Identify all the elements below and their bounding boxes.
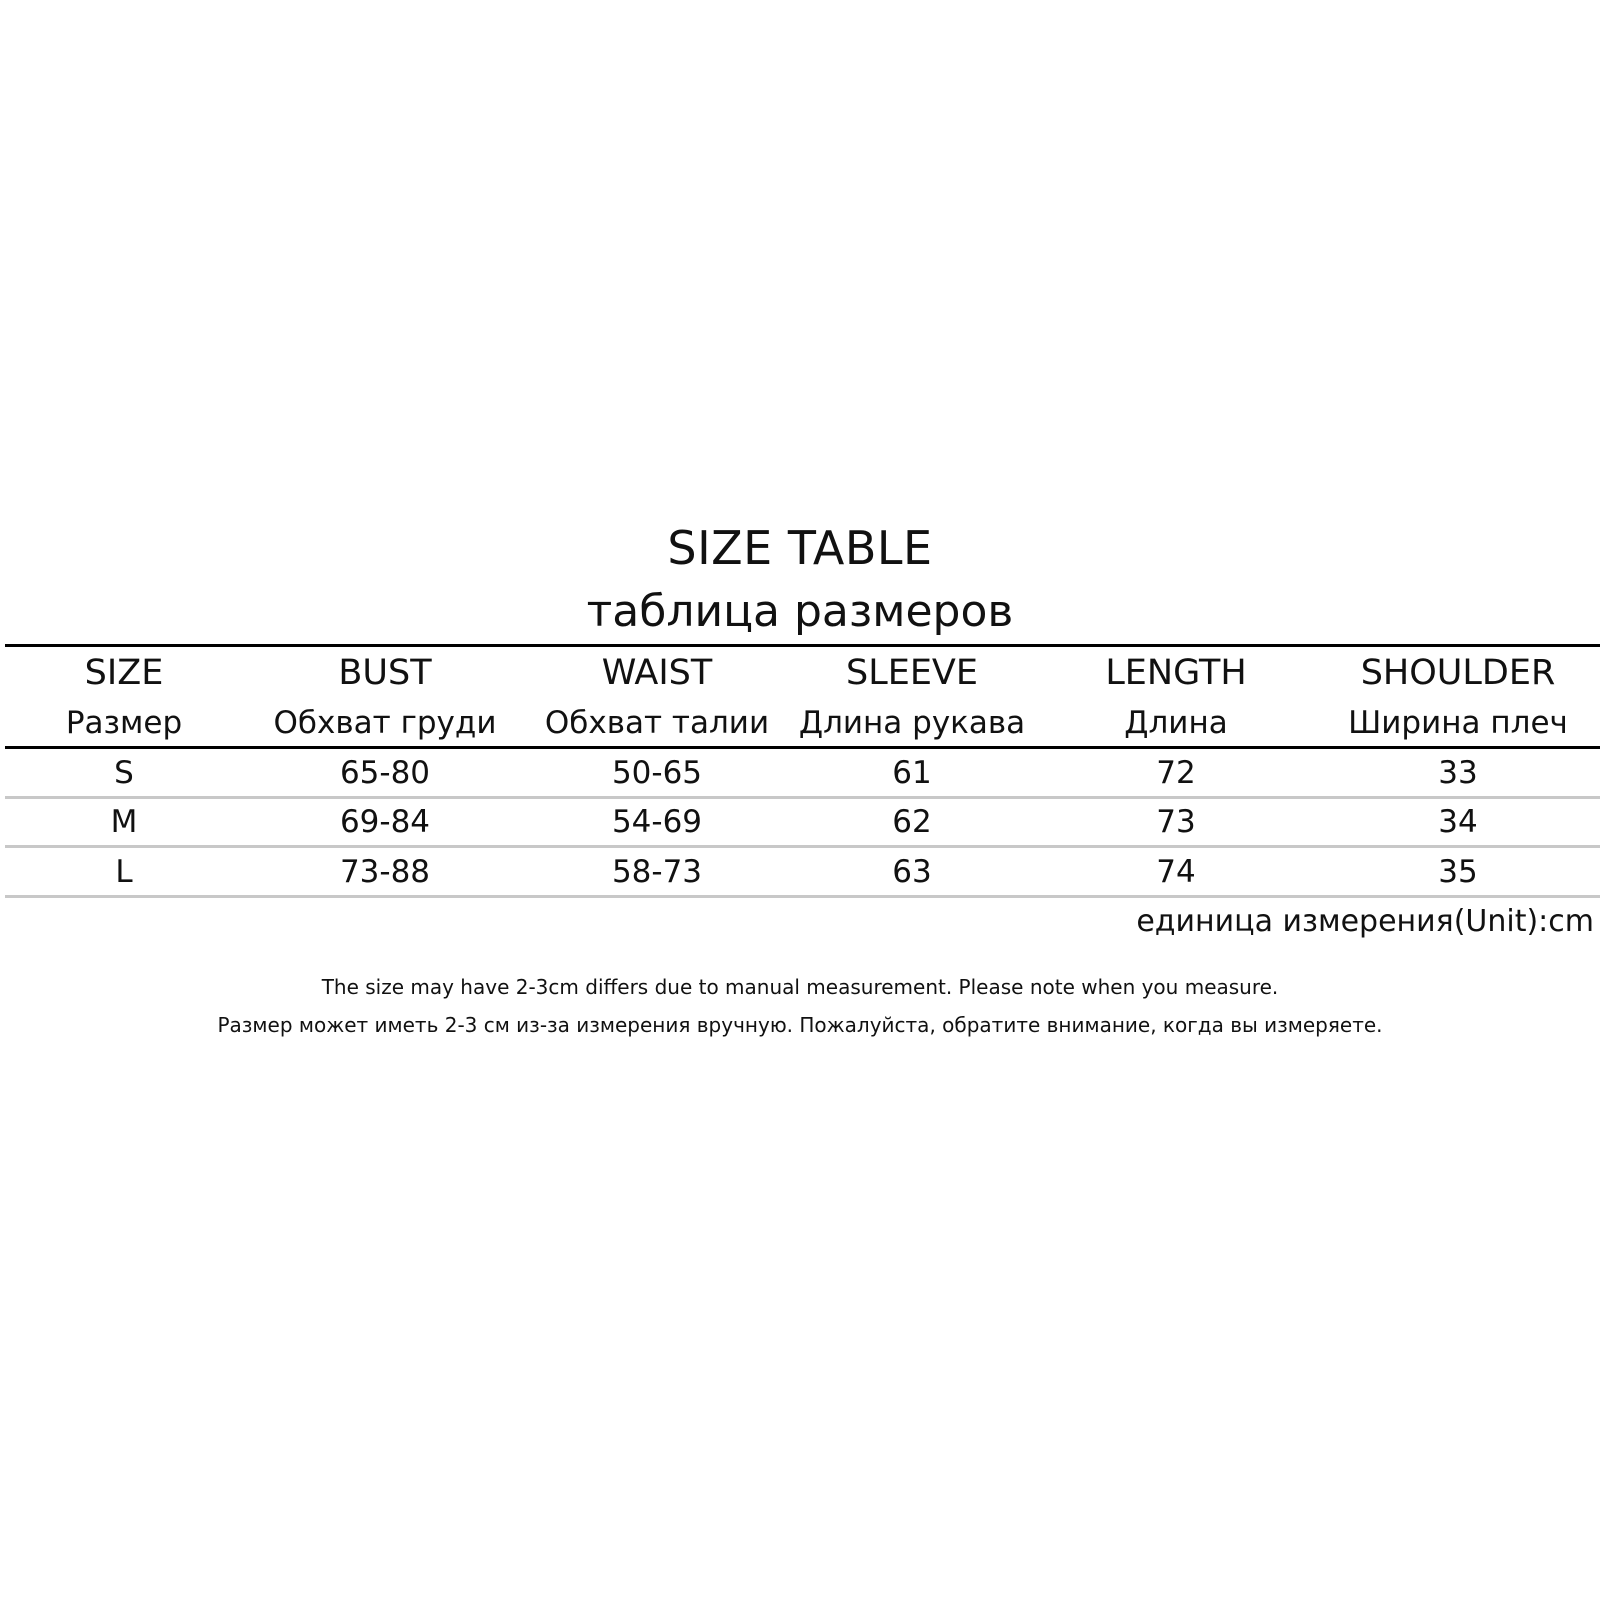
table-row-s [0, 752, 1600, 794]
header-size-ru: Размер [65, 705, 183, 741]
cell-length: 72 [1156, 755, 1196, 791]
header-waist-ru: Обхват талии [544, 705, 770, 741]
table-bottom-rule [5, 895, 1600, 898]
title-english: SIZE TABLE [667, 521, 933, 575]
cell-length: 74 [1156, 854, 1196, 890]
cell-sleeve: 63 [892, 854, 932, 890]
table-top-rule [5, 644, 1600, 647]
table-row-l [0, 851, 1600, 893]
cell-bust: 69-84 [339, 804, 431, 840]
note-english: The size may have 2-3cm differs due to manual measurement. Please note when you measure. [321, 975, 1279, 999]
header-waist-en: WAIST [601, 653, 713, 693]
header-sleeve-ru: Длина рукава [798, 705, 1026, 741]
cell-waist: 54-69 [611, 804, 703, 840]
cell-size: L [115, 854, 133, 890]
header-bust-ru: Обхват груди [273, 705, 497, 741]
title-russian: таблица размеров [586, 586, 1014, 637]
header-size-en: SIZE [84, 653, 164, 693]
row-divider [5, 845, 1600, 848]
cell-sleeve: 61 [892, 755, 932, 791]
cell-shoulder: 34 [1438, 804, 1478, 840]
header-bust-en: BUST [338, 653, 432, 693]
cell-bust: 65-80 [339, 755, 431, 791]
cell-waist: 58-73 [611, 854, 703, 890]
row-divider [5, 796, 1600, 799]
cell-shoulder: 33 [1438, 755, 1478, 791]
cell-size: S [114, 755, 134, 791]
cell-bust: 73-88 [339, 854, 431, 890]
cell-length: 73 [1156, 804, 1196, 840]
header-sleeve-en: SLEEVE [845, 653, 979, 693]
header-length-en: LENGTH [1105, 653, 1247, 693]
unit-label: единица измерения(Unit):cm [1136, 904, 1594, 939]
cell-sleeve: 62 [892, 804, 932, 840]
header-bottom-rule [5, 746, 1600, 749]
cell-size: M [110, 804, 138, 840]
header-row-russian [0, 702, 1600, 744]
header-row-english [0, 652, 1600, 694]
note-russian: Размер может иметь 2-3 см из-за измерения вручную. Пожалуйста, обратите внимание, когда вы измеряете. [217, 1013, 1383, 1037]
cell-waist: 50-65 [611, 755, 703, 791]
header-shoulder-en: SHOULDER [1360, 653, 1556, 693]
table-row-m [0, 801, 1600, 843]
header-shoulder-ru: Ширина плеч [1348, 705, 1568, 741]
header-length-ru: Длина [1124, 705, 1228, 741]
cell-shoulder: 35 [1438, 854, 1478, 890]
